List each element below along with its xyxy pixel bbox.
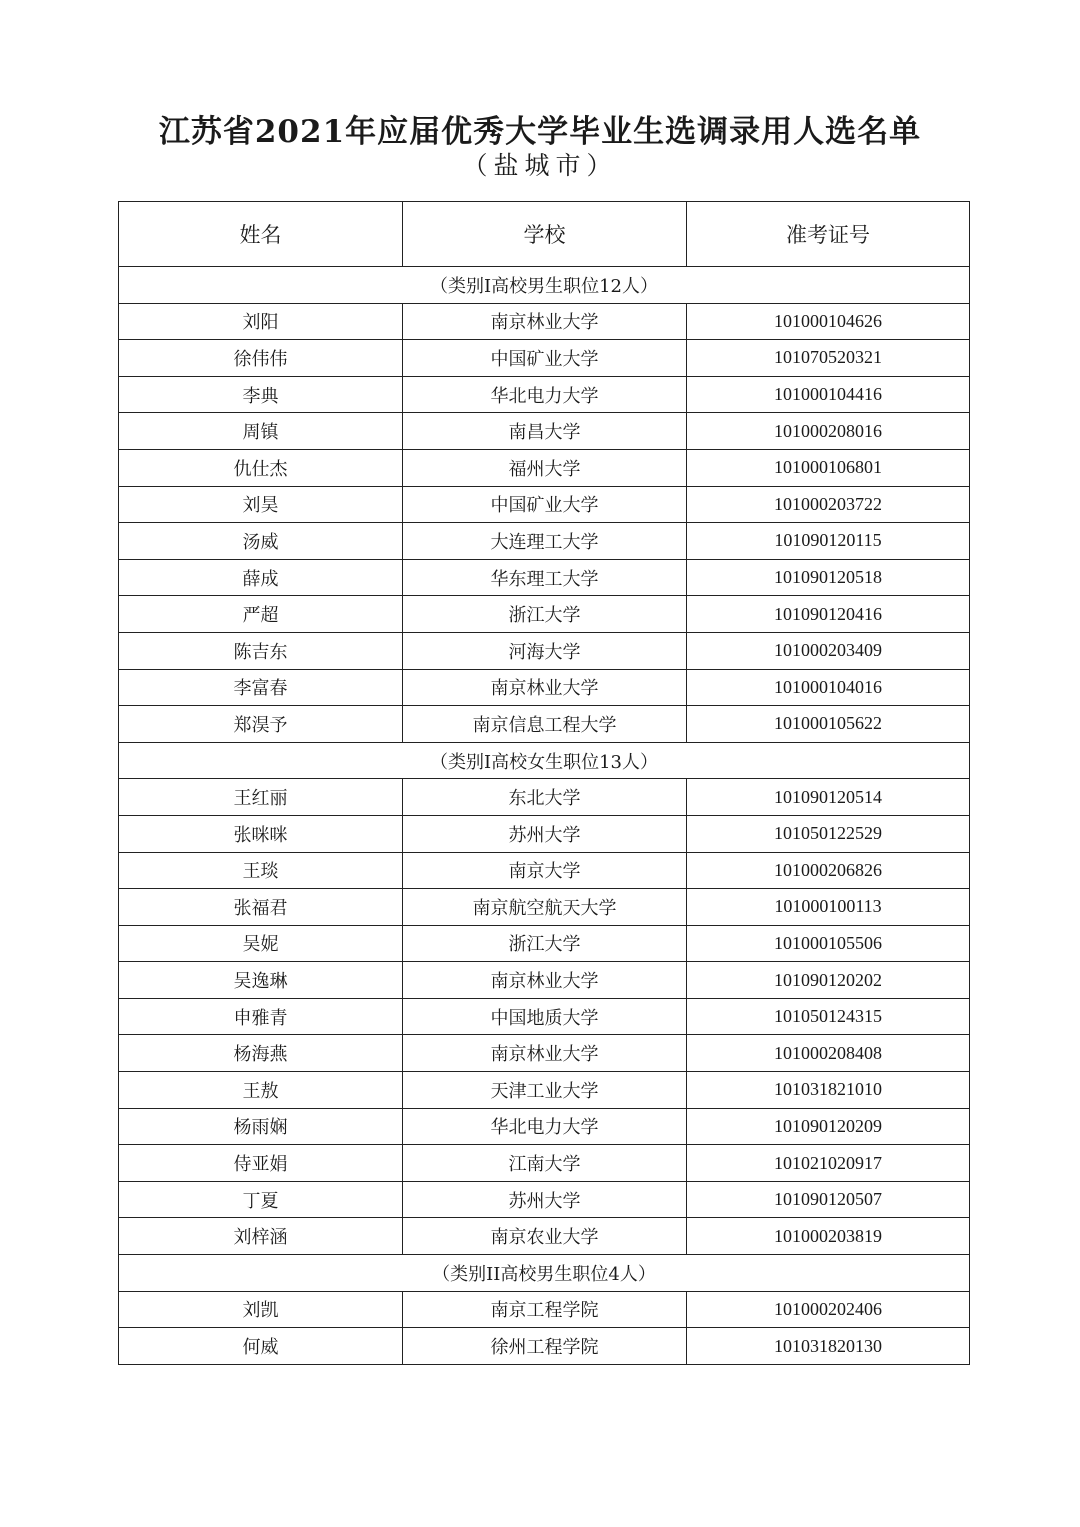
cell-school: 南京航空航天大学 xyxy=(403,889,687,926)
table-row xyxy=(119,925,970,962)
table-row xyxy=(119,449,970,486)
table-row xyxy=(119,1108,970,1145)
cell-exam-id: 101031821010 xyxy=(687,1072,970,1109)
cell-exam-id: 101000104626 xyxy=(687,303,970,340)
cell-school: 南京林业大学 xyxy=(403,962,687,999)
cell-name: 侍亚娟 xyxy=(119,1145,403,1182)
cell-name: 周镇 xyxy=(119,413,403,450)
cell-name: 严超 xyxy=(119,596,403,633)
group-row xyxy=(119,267,970,304)
table-row xyxy=(119,1035,970,1072)
cell-exam-id: 101000104416 xyxy=(687,376,970,413)
cell-school: 南京农业大学 xyxy=(403,1218,687,1255)
cell-name: 刘阳 xyxy=(119,303,403,340)
cell-exam-id: 101090120209 xyxy=(687,1108,970,1145)
cell-exam-id: 101070520321 xyxy=(687,340,970,377)
table-row xyxy=(119,779,970,816)
cell-name: 刘梓涵 xyxy=(119,1218,403,1255)
cell-exam-id: 101000106801 xyxy=(687,449,970,486)
cell-name: 吴逸琳 xyxy=(119,962,403,999)
page-title: 江苏省2021年应届优秀大学毕业生选调录用人选名单 xyxy=(158,114,922,150)
cell-name: 申雅青 xyxy=(119,998,403,1035)
cell-name: 张福君 xyxy=(119,889,403,926)
cell-exam-id: 101000100113 xyxy=(687,889,970,926)
cell-name: 陈吉东 xyxy=(119,632,403,669)
cell-exam-id: 101000208408 xyxy=(687,1035,970,1072)
roster-table xyxy=(118,201,970,1365)
cell-school: 东北大学 xyxy=(403,779,687,816)
cell-exam-id: 101000105506 xyxy=(687,925,970,962)
header-row xyxy=(119,202,970,267)
cell-name: 刘昊 xyxy=(119,486,403,523)
table-row xyxy=(119,1328,970,1365)
cell-exam-id: 101000203409 xyxy=(687,632,970,669)
cell-exam-id: 101090120507 xyxy=(687,1181,970,1218)
group-row xyxy=(119,742,970,779)
cell-name: 李典 xyxy=(119,376,403,413)
table-row xyxy=(119,559,970,596)
group-label: （类别I高校女生职位13人） xyxy=(119,742,970,779)
table-row xyxy=(119,1072,970,1109)
cell-school: 中国矿业大学 xyxy=(403,486,687,523)
cell-name: 杨雨娴 xyxy=(119,1108,403,1145)
cell-exam-id: 101050122529 xyxy=(687,815,970,852)
cell-school: 南京大学 xyxy=(403,852,687,889)
cell-exam-id: 101090120514 xyxy=(687,779,970,816)
cell-exam-id: 101000105622 xyxy=(687,706,970,743)
table-row xyxy=(119,852,970,889)
table-row xyxy=(119,1145,970,1182)
cell-school: 江南大学 xyxy=(403,1145,687,1182)
table-row xyxy=(119,962,970,999)
table-row xyxy=(119,523,970,560)
table-row xyxy=(119,340,970,377)
cell-school: 南京林业大学 xyxy=(403,1035,687,1072)
cell-school: 华东理工大学 xyxy=(403,559,687,596)
cell-school: 苏州大学 xyxy=(403,1181,687,1218)
cell-name: 仇仕杰 xyxy=(119,449,403,486)
cell-school: 华北电力大学 xyxy=(403,376,687,413)
cell-name: 郑淏予 xyxy=(119,706,403,743)
cell-exam-id: 101090120115 xyxy=(687,523,970,560)
page-subtitle: （盐城市） xyxy=(462,151,618,180)
group-label: （类别I高校男生职位12人） xyxy=(119,267,970,304)
cell-school: 天津工业大学 xyxy=(403,1072,687,1109)
cell-school: 苏州大学 xyxy=(403,815,687,852)
cell-exam-id: 101090120202 xyxy=(687,962,970,999)
column-header-exam-id: 准考证号 xyxy=(687,202,970,267)
cell-exam-id: 101000208016 xyxy=(687,413,970,450)
cell-school: 南京信息工程大学 xyxy=(403,706,687,743)
table-row xyxy=(119,486,970,523)
cell-school: 浙江大学 xyxy=(403,596,687,633)
cell-school: 福州大学 xyxy=(403,449,687,486)
cell-name: 何威 xyxy=(119,1328,403,1365)
table-row xyxy=(119,998,970,1035)
cell-school: 中国矿业大学 xyxy=(403,340,687,377)
roster-body xyxy=(119,267,970,1365)
table-row xyxy=(119,376,970,413)
table-row xyxy=(119,413,970,450)
cell-name: 王红丽 xyxy=(119,779,403,816)
column-header-school: 学校 xyxy=(403,202,687,267)
cell-exam-id: 101000202406 xyxy=(687,1291,970,1328)
cell-name: 吴妮 xyxy=(119,925,403,962)
table-row xyxy=(119,303,970,340)
table-row xyxy=(119,1181,970,1218)
cell-school: 华北电力大学 xyxy=(403,1108,687,1145)
cell-name: 杨海燕 xyxy=(119,1035,403,1072)
cell-name: 张咪咪 xyxy=(119,815,403,852)
cell-name: 王敖 xyxy=(119,1072,403,1109)
group-label: （类别II高校男生职位4人） xyxy=(119,1255,970,1292)
cell-school: 南京林业大学 xyxy=(403,669,687,706)
cell-school: 浙江大学 xyxy=(403,925,687,962)
cell-school: 大连理工大学 xyxy=(403,523,687,560)
cell-exam-id: 101031820130 xyxy=(687,1328,970,1365)
cell-exam-id: 101021020917 xyxy=(687,1145,970,1182)
cell-school: 徐州工程学院 xyxy=(403,1328,687,1365)
table-row xyxy=(119,889,970,926)
cell-exam-id: 101050124315 xyxy=(687,998,970,1035)
cell-name: 李富春 xyxy=(119,669,403,706)
cell-exam-id: 101090120416 xyxy=(687,596,970,633)
cell-exam-id: 101000203819 xyxy=(687,1218,970,1255)
cell-school: 中国地质大学 xyxy=(403,998,687,1035)
cell-school: 南昌大学 xyxy=(403,413,687,450)
table-row xyxy=(119,632,970,669)
cell-exam-id: 101000203722 xyxy=(687,486,970,523)
table-row xyxy=(119,706,970,743)
cell-school: 南京工程学院 xyxy=(403,1291,687,1328)
cell-name: 汤威 xyxy=(119,523,403,560)
cell-name: 薛成 xyxy=(119,559,403,596)
cell-name: 徐伟伟 xyxy=(119,340,403,377)
cell-exam-id: 101000206826 xyxy=(687,852,970,889)
cell-exam-id: 101000104016 xyxy=(687,669,970,706)
table-row xyxy=(119,596,970,633)
cell-school: 南京林业大学 xyxy=(403,303,687,340)
cell-exam-id: 101090120518 xyxy=(687,559,970,596)
table-row xyxy=(119,1218,970,1255)
group-row xyxy=(119,1255,970,1292)
cell-name: 丁夏 xyxy=(119,1181,403,1218)
table-row xyxy=(119,669,970,706)
column-header-name: 姓名 xyxy=(119,202,403,267)
table-row xyxy=(119,815,970,852)
cell-name: 刘凯 xyxy=(119,1291,403,1328)
cell-name: 王琰 xyxy=(119,852,403,889)
table-row xyxy=(119,1291,970,1328)
cell-school: 河海大学 xyxy=(403,632,687,669)
